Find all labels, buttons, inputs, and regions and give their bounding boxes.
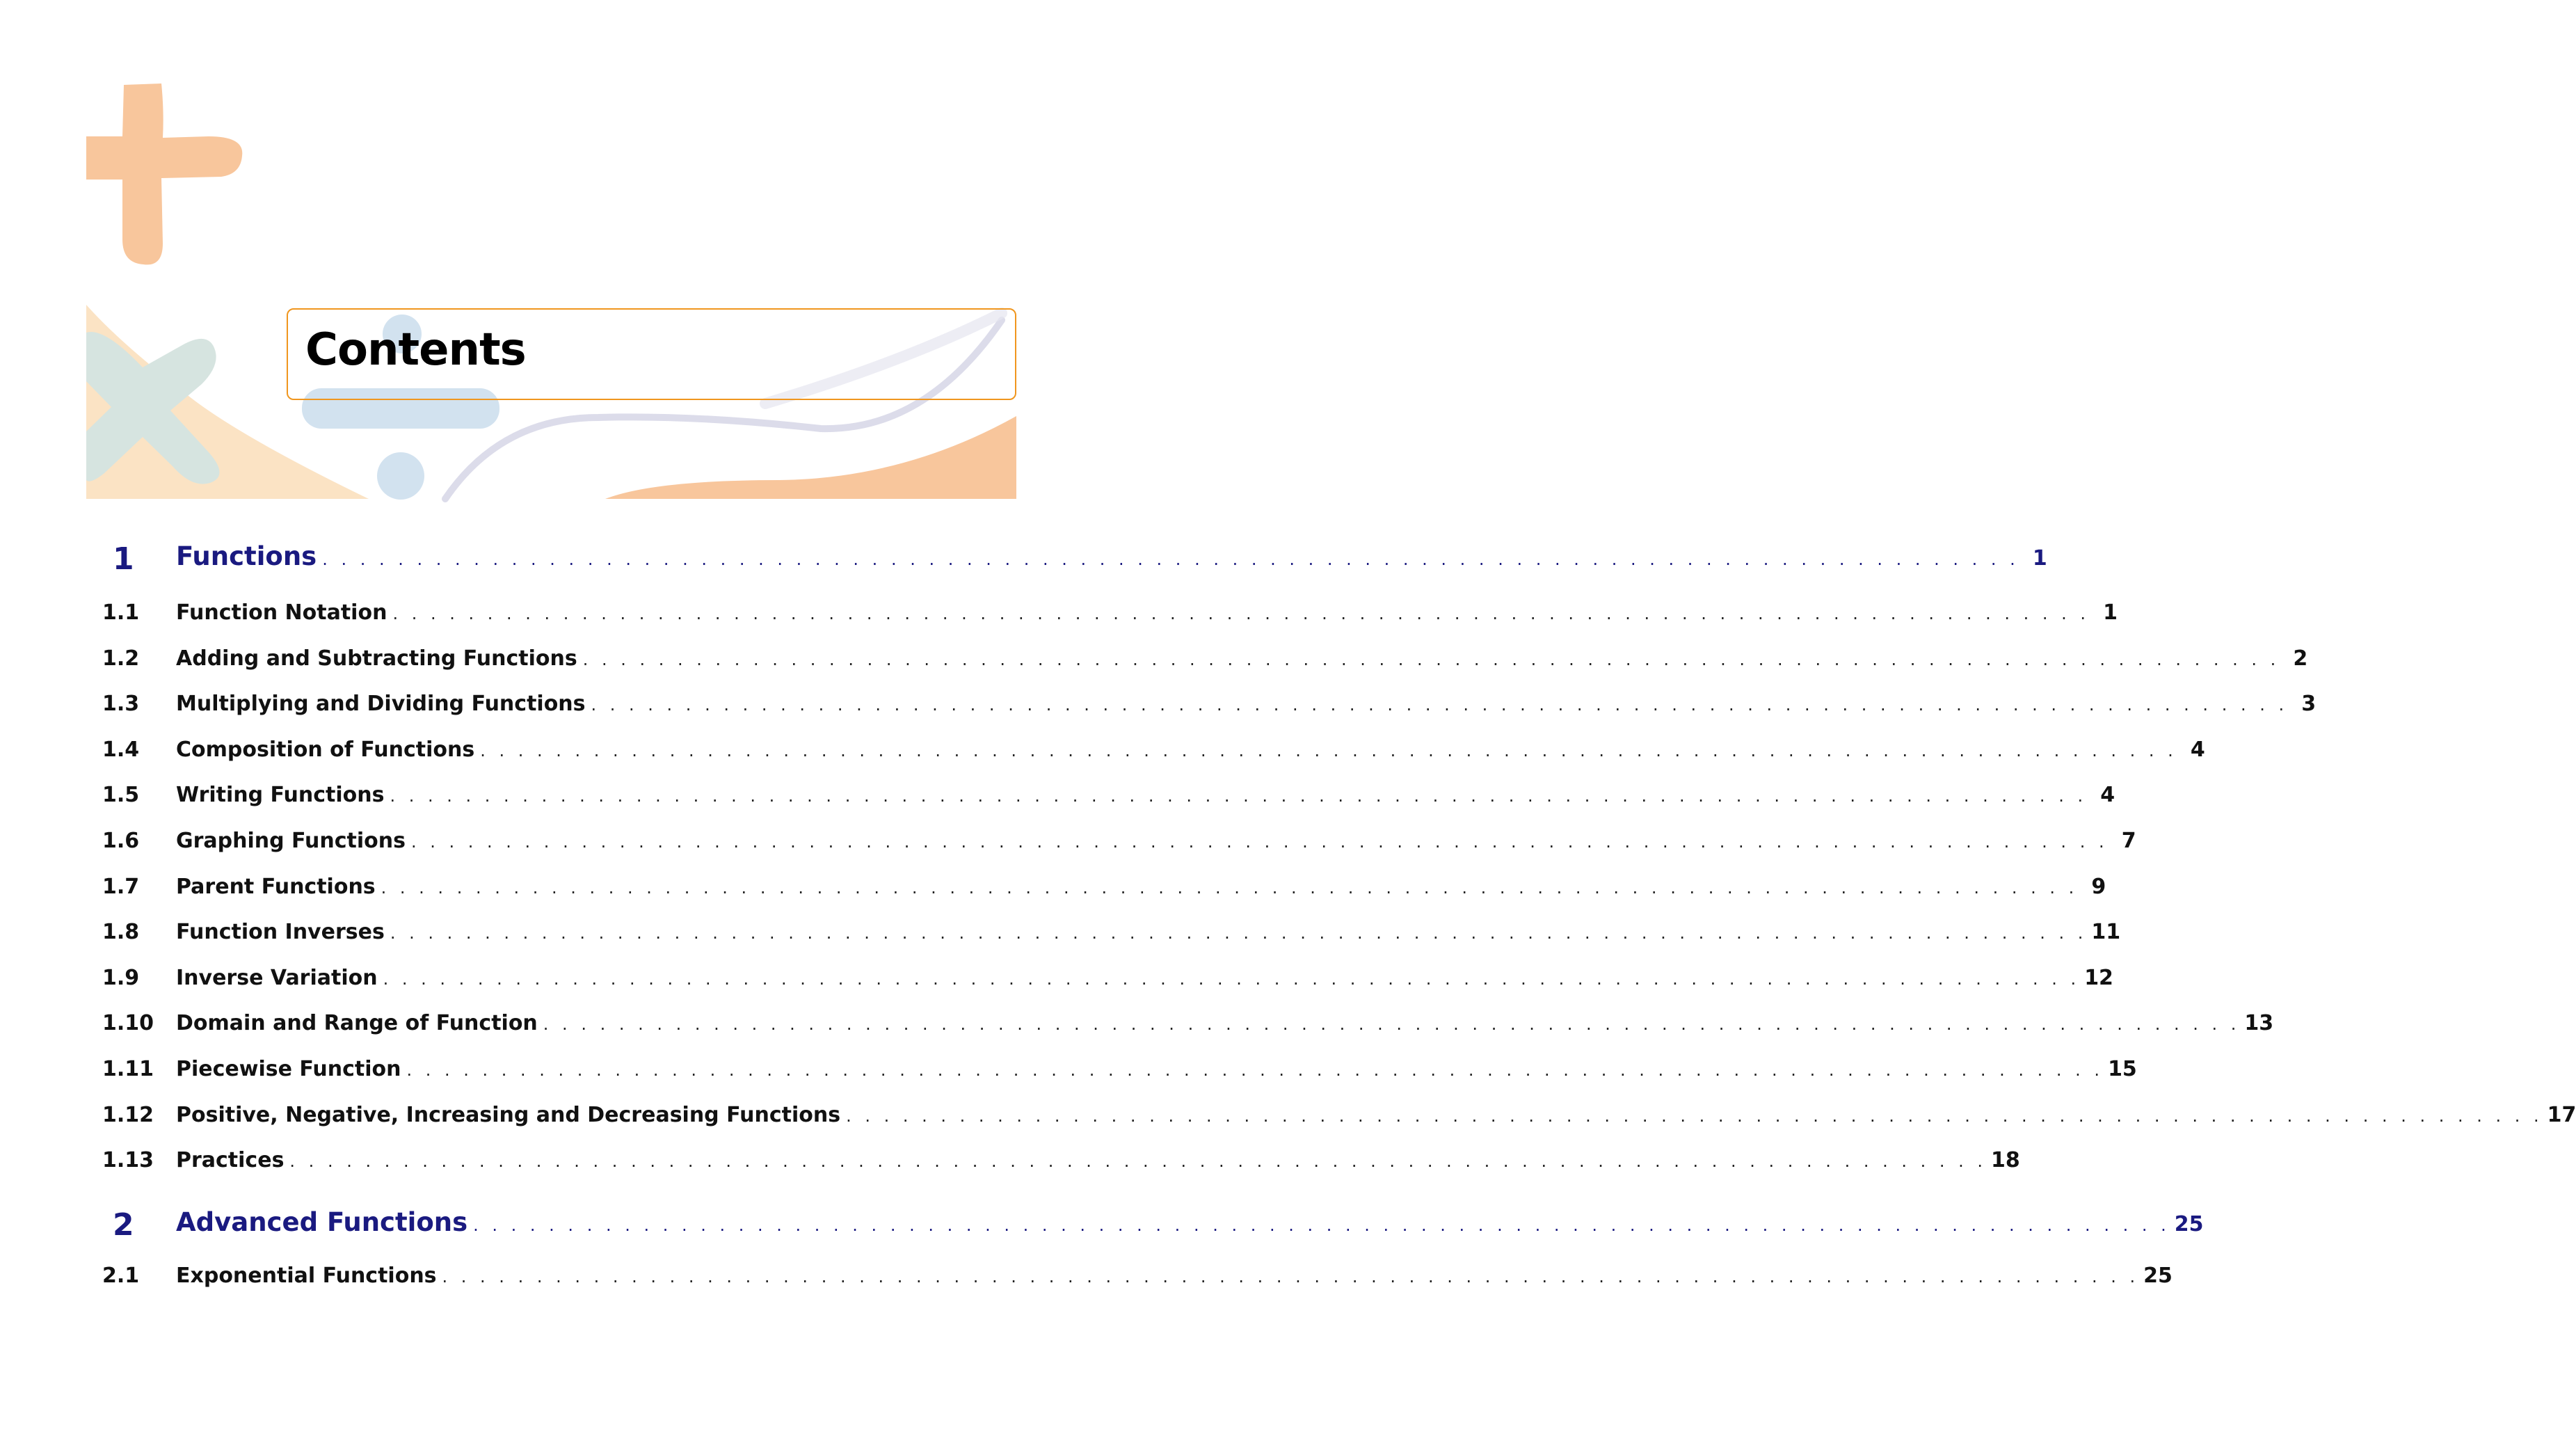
section-number: 1.2 <box>102 646 140 671</box>
chapter-title: Functions <box>176 541 317 571</box>
dot-leader: . . . . . . . . . . . . . . . . . . . . . . . . . . . . . . . . . . . . . . . . . . . . . . . . . . . . . . . . . . . . . . . . . . . . . . . . . . . . . . . . . . . . . . . . . . <box>390 786 2088 806</box>
toc-entry-body <box>176 692 2317 717</box>
toc-entry-body <box>176 737 2205 762</box>
toc-entry-body <box>176 1057 2137 1081</box>
dot-leader: . . . . . . . . . . . . . . . . . . . . . . . . . . . . . . . . . . . . . . . . . . . . . . . . . . . . . . . . . . . . . . . . . . . . . . . . . . . . . . . . . . . . . . . . . . <box>442 1267 2140 1287</box>
section-page-number: 9 <box>2091 874 2106 899</box>
dot-leader: . . . . . . . . . . . . . . . . . . . . . . . . . . . . . . . . . . . . . . . . . . . . . . . . . . . . . . . . . . . . . . . . . . . . . . . . . . . . . . . . . . . . . . . . . . <box>322 550 2019 569</box>
toc-entry-body <box>176 1207 2204 1237</box>
section-title: Practices <box>176 1148 285 1173</box>
toc-entry-body <box>176 1011 2274 1036</box>
dot-leader: . . . . . . . . . . . . . . . . . . . . . . . . . . . . . . . . . . . . . . . . . . . . . . . . . . . . . . . . . . . . . . . . . . . . . . . . . . . . . . . . . . . . . . . . . . <box>383 969 2081 989</box>
section-title: Multiplying and Dividing Functions <box>176 692 586 717</box>
section-number: 2.1 <box>102 1264 140 1288</box>
dot-leader: . . . . . . . . . . . . . . . . . . . . . . . . . . . . . . . . . . . . . . . . . . . . . . . . . . . . . . . . . . . . . . . . . . . . . . . . . . . . . . . . . . . . . . . . . . <box>411 832 2109 852</box>
section-number: 1.8 <box>102 920 140 945</box>
section-page-number: 18 <box>1991 1148 2020 1173</box>
section-page-number: 25 <box>2143 1264 2173 1288</box>
section-number: 1.6 <box>102 829 140 853</box>
section-page-number: 3 <box>2301 692 2317 717</box>
section-number: 1.7 <box>102 874 140 899</box>
dot-leader: . . . . . . . . . . . . . . . . . . . . . . . . . . . . . . . . . . . . . . . . . . . . . . . . . . . . . . . . . . . . . . . . . . . . . . . . . . . . . . . . . . . . . . . . . . <box>390 923 2088 944</box>
section-title: Positive, Negative, Increasing and Decreasing Functions <box>176 1102 841 1127</box>
toc-entry-body <box>176 829 2136 853</box>
section-number: 1.12 <box>102 1102 154 1127</box>
dot-leader: . . . . . . . . . . . . . . . . . . . . . . . . . . . . . . . . . . . . . . . . . . . . . . . . . . . . . . . . . . . . . . . . . . . . . . . . . . . . . . . . . . . . . . . . . . <box>582 649 2280 669</box>
section-title: Function Notation <box>176 600 387 625</box>
section-number: 1.5 <box>102 783 140 808</box>
toc-entry-body <box>176 920 2121 945</box>
dot-leader: . . . . . . . . . . . . . . . . . . . . . . . . . . . . . . . . . . . . . . . . . . . . . . . . . . . . . . . . . . . . . . . . . . . . . . . . . . . . . . . . . . . . . . . . . . <box>543 1014 2241 1035</box>
dot-leader: . . . . . . . . . . . . . . . . . . . . . . . . . . . . . . . . . . . . . . . . . . . . . . . . . . . . . . . . . . . . . . . . . . . . . . . . . . . . . . . . . . . . . . . . . . <box>846 1106 2543 1126</box>
title-box <box>287 308 1016 400</box>
section-title: Graphing Functions <box>176 829 406 853</box>
chapter-page-number: 25 <box>2174 1212 2204 1236</box>
section-page-number: 7 <box>2121 829 2136 853</box>
section-title: Exponential Functions <box>176 1264 437 1288</box>
dot-leader: . . . . . . . . . . . . . . . . . . . . . . . . . . . . . . . . . . . . . . . . . . . . . . . . . . . . . . . . . . . . . . . . . . . . . . . . . . . . . . . . . . . . . . . . . . <box>289 1152 1987 1172</box>
section-title: Piecewise Function <box>176 1057 401 1081</box>
section-number: 1.1 <box>102 600 140 625</box>
section-title: Writing Functions <box>176 783 385 808</box>
dot-leader: . . . . . . . . . . . . . . . . . . . . . . . . . . . . . . . . . . . . . . . . . . . . . . . . . . . . . . . . . . . . . . . . . . . . . . . . . . . . . . . . . . . . . . . . . . <box>392 604 2090 623</box>
section-number: 1.3 <box>102 692 140 717</box>
section-number: 1.11 <box>102 1057 154 1081</box>
section-number: 1.9 <box>102 965 140 990</box>
page-title: Contents <box>305 324 526 376</box>
section-number: 1.4 <box>102 737 140 762</box>
toc-entry-body <box>176 965 2113 990</box>
section-page-number: 15 <box>2108 1057 2137 1081</box>
section-page-number: 11 <box>2091 920 2121 945</box>
plus-shape-icon <box>86 83 242 264</box>
decorative-header-art <box>0 0 1113 501</box>
section-page-number: 4 <box>2190 737 2205 762</box>
section-page-number: 1 <box>2103 600 2118 625</box>
toc-entry-body <box>176 541 2047 571</box>
toc-entry-body <box>176 1148 2020 1173</box>
section-title: Parent Functions <box>176 874 376 899</box>
section-number: 1.10 <box>102 1011 154 1036</box>
section-title: Composition of Functions <box>176 737 475 762</box>
section-title: Function Inverses <box>176 920 385 945</box>
section-page-number: 4 <box>2100 783 2115 808</box>
chapter-number: 1 <box>113 541 134 577</box>
dot-leader: . . . . . . . . . . . . . . . . . . . . . . . . . . . . . . . . . . . . . . . . . . . . . . . . . . . . . . . . . . . . . . . . . . . . . . . . . . . . . . . . . . . . . . . . . . <box>480 740 2177 761</box>
toc-entry-body <box>176 1102 2576 1127</box>
chapter-title: Advanced Functions <box>176 1207 468 1237</box>
section-page-number: 13 <box>2244 1011 2274 1036</box>
toc-entry-body <box>176 1264 2173 1288</box>
dot-leader: . . . . . . . . . . . . . . . . . . . . . . . . . . . . . . . . . . . . . . . . . . . . . . . . . . . . . . . . . . . . . . . . . . . . . . . . . . . . . . . . . . . . . . . . . . <box>473 1216 2170 1235</box>
section-title: Domain and Range of Function <box>176 1011 538 1036</box>
chapter-number: 2 <box>113 1207 134 1243</box>
dot-leader: . . . . . . . . . . . . . . . . . . . . . . . . . . . . . . . . . . . . . . . . . . . . . . . . . . . . . . . . . . . . . . . . . . . . . . . . . . . . . . . . . . . . . . . . . . <box>406 1060 2104 1080</box>
section-number: 1.13 <box>102 1148 154 1173</box>
section-page-number: 17 <box>2547 1102 2576 1127</box>
dot-leader: . . . . . . . . . . . . . . . . . . . . . . . . . . . . . . . . . . . . . . . . . . . . . . . . . . . . . . . . . . . . . . . . . . . . . . . . . . . . . . . . . . . . . . . . . . <box>591 695 2289 715</box>
section-page-number: 2 <box>2293 646 2308 671</box>
section-title: Inverse Variation <box>176 965 378 990</box>
toc-entry-body <box>176 646 2308 671</box>
toc-entry-body <box>176 874 2106 899</box>
chapter-page-number: 1 <box>2032 546 2047 571</box>
section-title: Adding and Subtracting Functions <box>176 646 577 671</box>
dot-leader: . . . . . . . . . . . . . . . . . . . . . . . . . . . . . . . . . . . . . . . . . . . . . . . . . . . . . . . . . . . . . . . . . . . . . . . . . . . . . . . . . . . . . . . . . . <box>381 877 2079 898</box>
toc-entry-body <box>176 600 2118 625</box>
toc-entry-body <box>176 783 2115 808</box>
section-page-number: 12 <box>2084 965 2113 990</box>
